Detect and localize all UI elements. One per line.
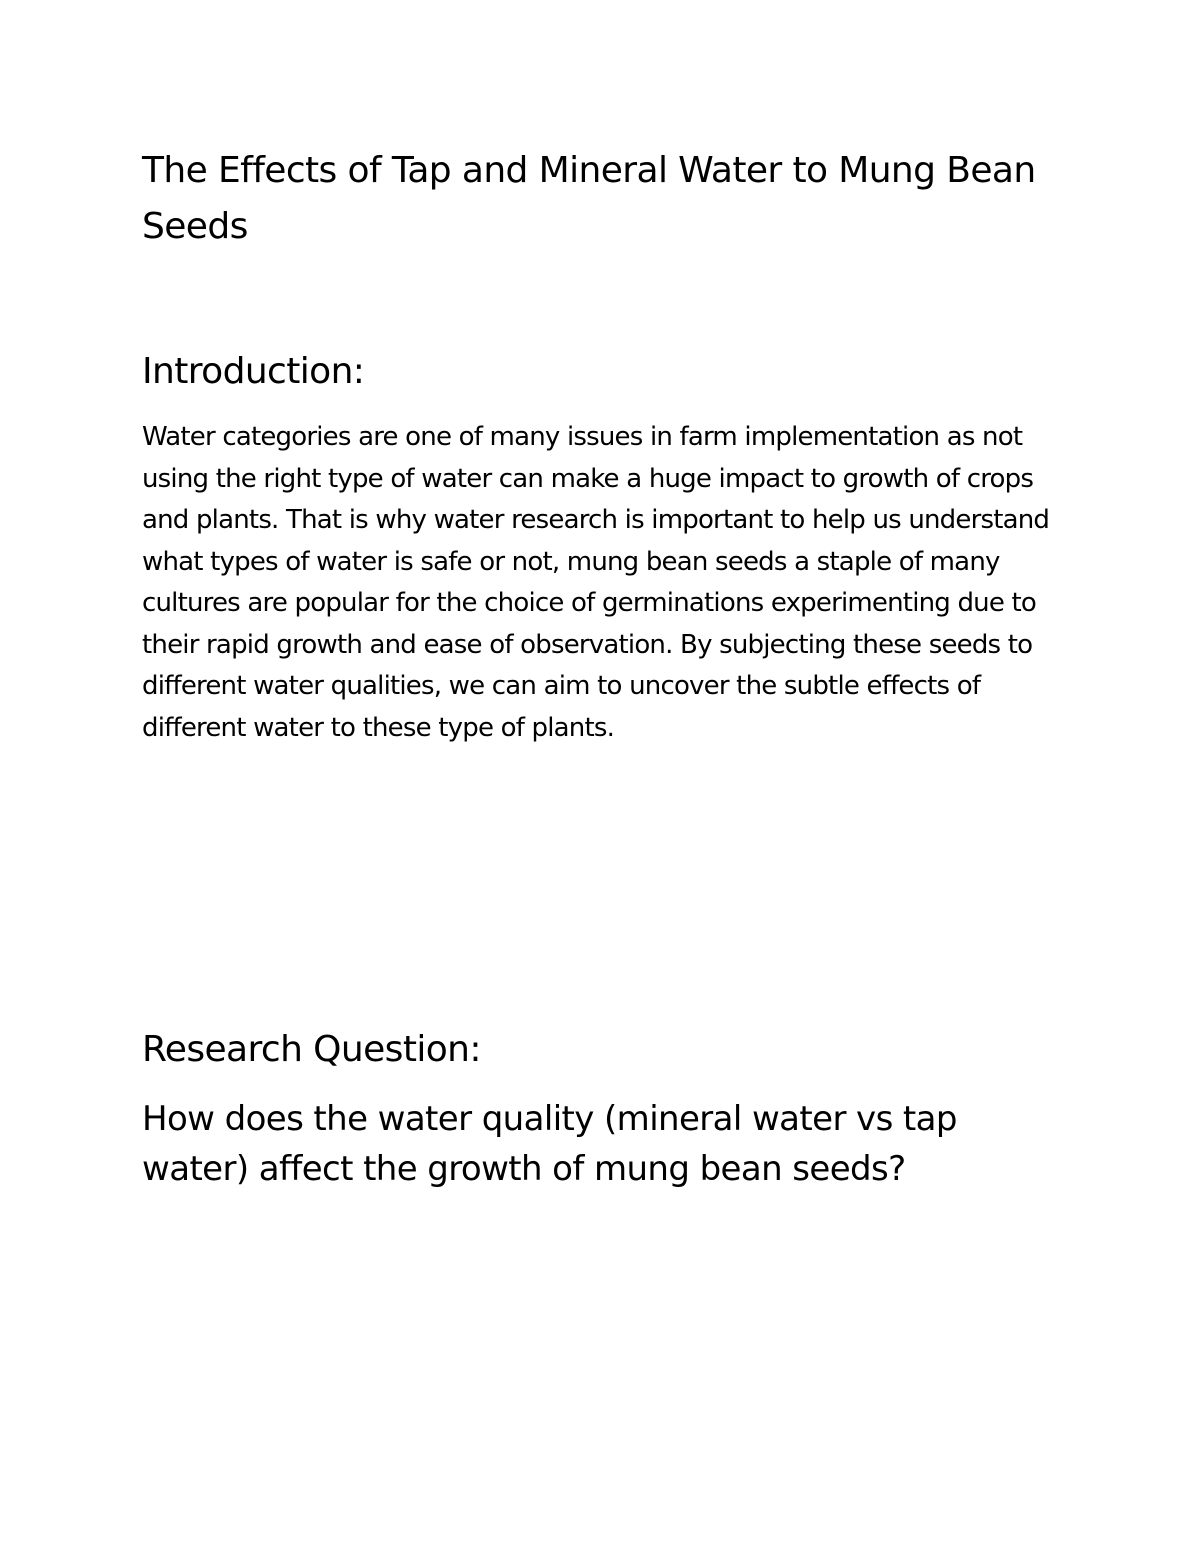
document-title: The Effects of Tap and Mineral Water to Mung Bean Seeds xyxy=(142,150,1036,247)
research-question-heading: Research Question: xyxy=(142,1029,481,1070)
research-question-text: How does the water quality (mineral water vs tap water) affect the growth of mung bean seeds? xyxy=(142,1099,957,1189)
introduction-paragraph: Water categories are one of many issues in farm implementation as not using the right type of water can make a huge impact to growth of crops and plants. That is why water research is important to help us understand what types of water is safe or not, mung bean seeds a staple of many cultures are popular for the choice of germinations experimenting due to their rapid growth and ease of observation. By subjecting these seeds to different water qualities, we can aim to uncover the subtle effects of different water to these type of plants. xyxy=(142,422,1050,743)
introduction-heading: Introduction: xyxy=(142,351,365,392)
